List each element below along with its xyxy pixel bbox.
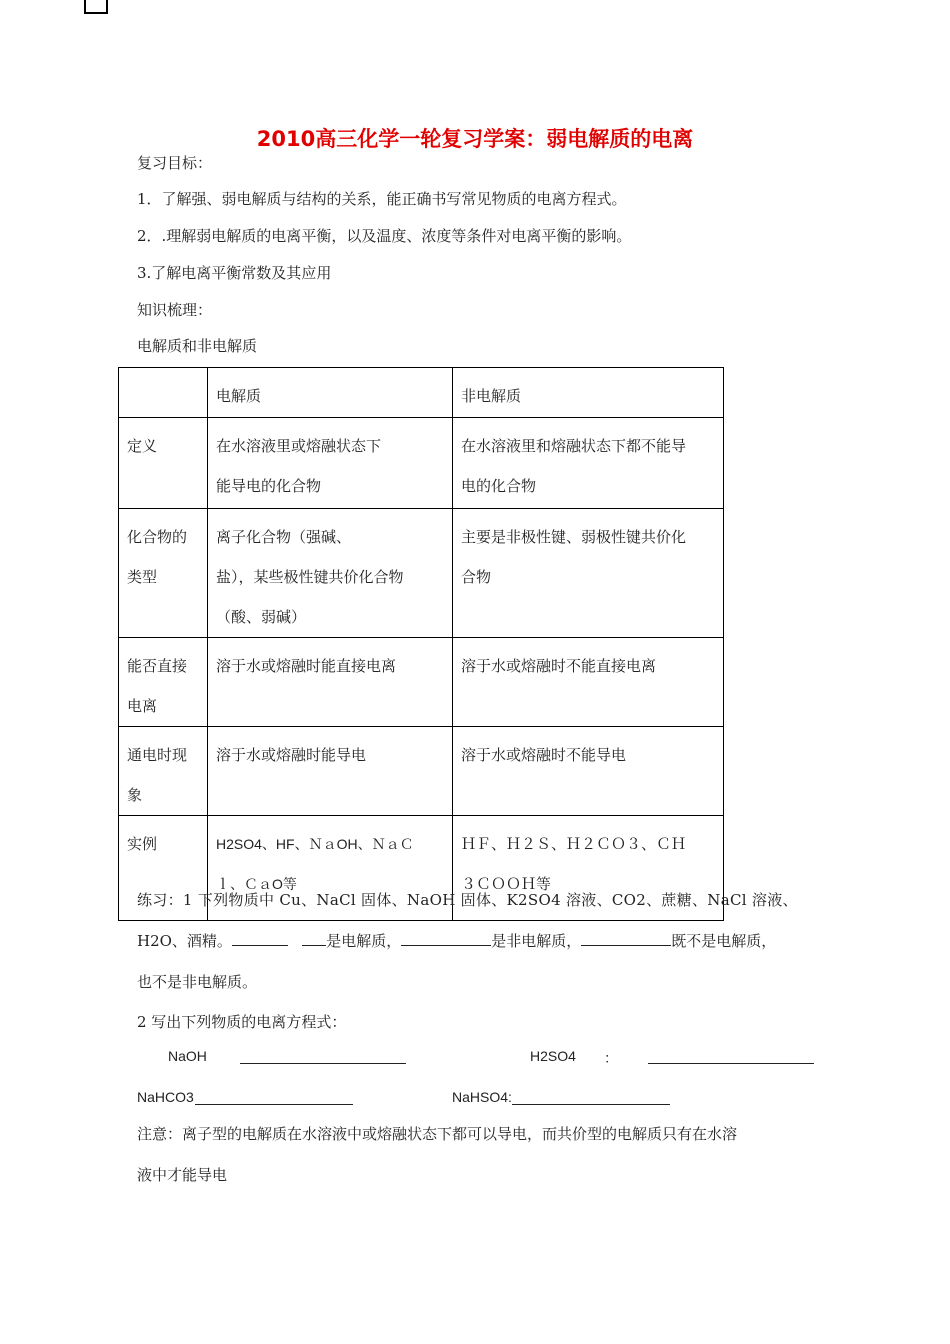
answer-blank-electrolyte-1[interactable] <box>232 928 288 946</box>
header-cell-electrolyte: 电解质 <box>208 368 453 418</box>
table-row <box>119 638 724 727</box>
exercise-1-line-2: H2O、酒精。 是电解质， 是非电解质， 既不是电解质， <box>137 921 825 962</box>
header-cell-nonelectrolyte: 非电解质 <box>453 368 724 418</box>
formula-nahco3: NaHCO3 <box>137 1089 194 1105</box>
nonelectrolyte-cell: ＨＦ、Ｈ２Ｓ、Ｈ２ＣＯ３、ＣＨ ３ＣＯＯＨ等 <box>453 816 724 921</box>
table-row <box>119 418 724 509</box>
corner-box <box>84 0 108 14</box>
answer-blank-nahco3[interactable] <box>195 1087 353 1105</box>
answer-blank-h2so4[interactable] <box>648 1046 814 1064</box>
row-label: 通电时现 象 <box>119 727 208 816</box>
note-line-1: 注意：离子型的电解质在水溶液中或熔融状态下都可以导电，而共价型的电解质只有在水溶 <box>137 1125 738 1143</box>
electrolyte-cell: 在水溶液里或熔融状态下 能导电的化合物 <box>208 418 453 509</box>
goal-item-2: 2．.理解弱电解质的电离平衡，以及温度、浓度等条件对电离平衡的影响。 <box>137 227 632 245</box>
nonelectrolyte-cell: 溶于水或熔融时不能直接电离 <box>453 638 724 727</box>
answer-blank-naoh[interactable] <box>240 1046 406 1064</box>
electrolyte-cell: 离子化合物（强碱、 盐），某些极性键共价化合物 （酸、弱碱） <box>208 509 453 638</box>
note-line-2: 液中才能导电 <box>137 1166 228 1184</box>
exercise-1-line-3: 也不是非电解质。 <box>137 973 258 991</box>
answer-blank-nahso4[interactable] <box>512 1087 670 1105</box>
exercise-2-heading: 2 写出下列物质的电离方程式： <box>137 1013 347 1031</box>
goal-item-3: 3.了解电离平衡常数及其应用 <box>137 264 332 282</box>
note <box>137 1114 825 1196</box>
row-label: 定义 <box>119 418 208 509</box>
answer-blank-neither[interactable] <box>581 928 671 946</box>
electrolyte-comparison-table <box>118 367 724 921</box>
table-caption: 电解质和非电解质 <box>137 337 258 355</box>
row-label: 化合物的 类型 <box>119 509 208 638</box>
document-title: 2010高三化学一轮复习学案：弱电解质的电离 <box>256 127 694 151</box>
goals-heading: 复习目标： <box>137 154 213 172</box>
exercise-1 <box>137 880 825 1003</box>
electrolyte-cell: H2SO4、HF、ＮａOH、ＮａＣ ｌ、ＣａO等 <box>208 816 453 921</box>
goal-item-1: 1．了解强、弱电解质与结构的关系，能正确书写常见物质的电离方程式。 <box>137 190 627 208</box>
electrolyte-cell: 溶于水或熔融时能导电 <box>208 727 453 816</box>
nonelectrolyte-cell: 在水溶液里和熔融状态下都不能导 电的化合物 <box>453 418 724 509</box>
formula-h2so4: H2SO4 <box>530 1048 576 1064</box>
colon-h2so4: ： <box>604 1050 618 1066</box>
exercise-1-line-1: 练习：1 下列物质中 Cu、NaCl 固体、NaOH 固体、K2SO4 溶液、CO2、蔗糖、NaCl 溶液、 <box>137 891 798 909</box>
formula-nahso4: NaHSO4: <box>452 1089 512 1105</box>
nonelectrolyte-cell: 主要是非极性键、弱极性键共价化 合物 <box>453 509 724 638</box>
knowledge-heading: 知识梳理： <box>137 301 213 319</box>
row-label: 实例 <box>119 816 208 921</box>
table-header-row <box>119 368 724 418</box>
table-row <box>119 727 724 816</box>
answer-blank-electrolyte-2[interactable] <box>302 928 326 946</box>
table-row <box>119 509 724 638</box>
row-label: 能否直接 电离 <box>119 638 208 727</box>
electrolyte-cell: 溶于水或熔融时能直接电离 <box>208 638 453 727</box>
formula-naoh: NaOH <box>168 1048 207 1064</box>
header-cell-empty <box>119 368 208 418</box>
answer-blank-nonelectrolyte[interactable] <box>401 928 491 946</box>
nonelectrolyte-cell: 溶于水或熔融时不能导电 <box>453 727 724 816</box>
